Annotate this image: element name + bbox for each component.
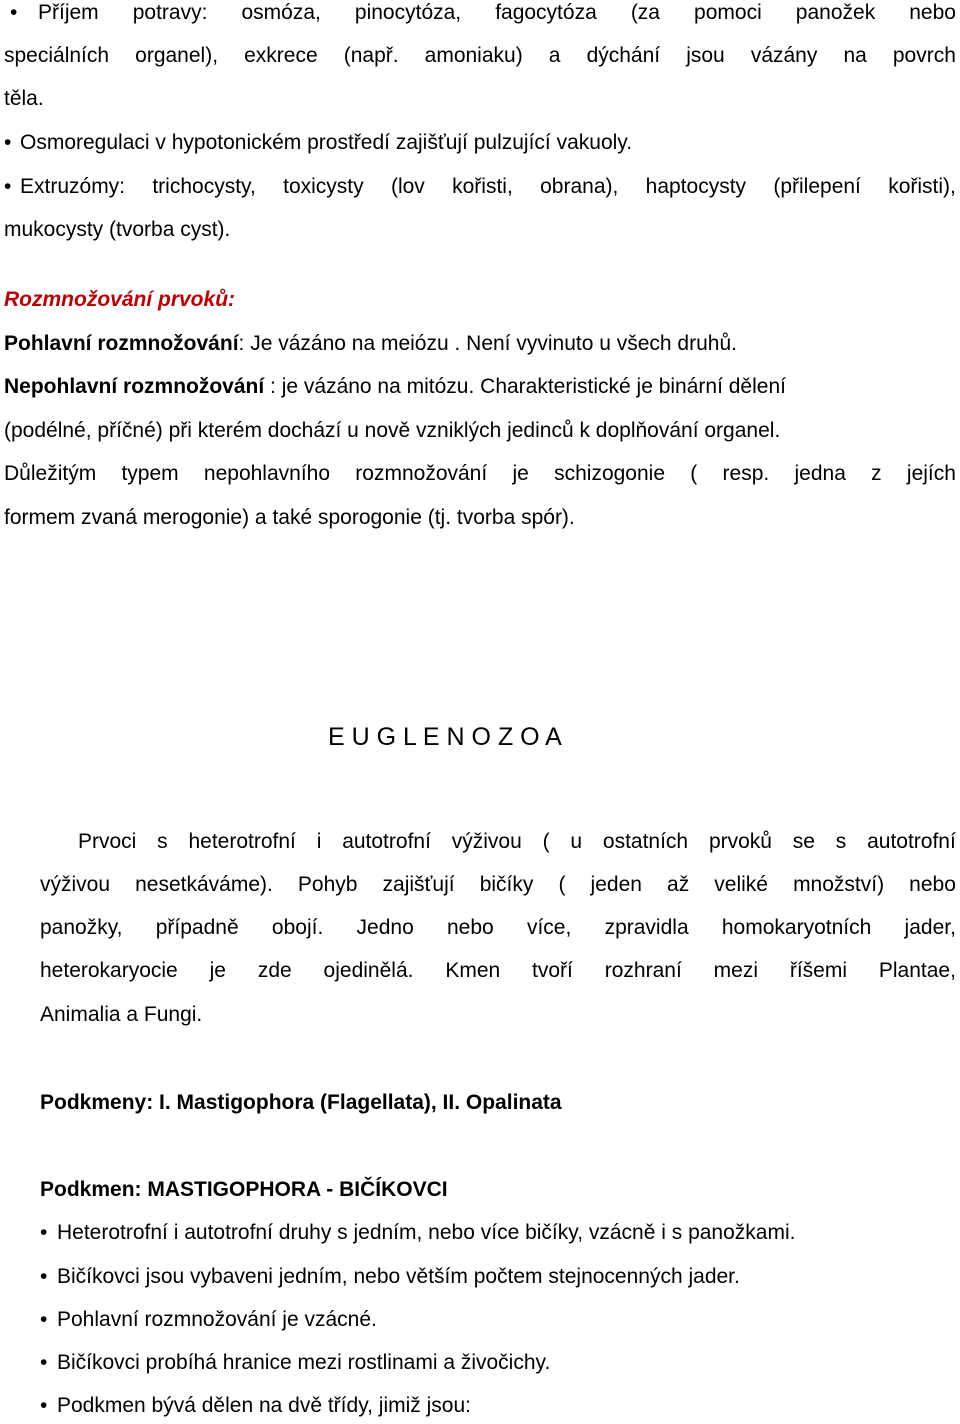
word: typem <box>121 462 179 485</box>
word: ( <box>690 462 698 485</box>
word: (lov <box>390 175 425 198</box>
reproduction-line-5: formem zvaná merogonie) a také sporogonie (tj. tvorba spór). <box>4 506 575 529</box>
bullet-glyph: • <box>4 131 12 154</box>
bullet-glyph: • <box>10 1 18 24</box>
word: jader, <box>904 916 956 939</box>
word: dýchání <box>586 44 661 67</box>
sexual-reproduction-text: : Je vázáno na meiózu . Není vyvinuto u všech druhů. <box>238 332 737 355</box>
word: říšemi <box>789 959 848 982</box>
word: mezi <box>713 959 758 982</box>
word: schizogonie <box>554 462 665 485</box>
word: organel), <box>135 44 219 67</box>
word: množství) <box>793 873 885 896</box>
word: Extruzómy: <box>20 175 126 198</box>
intro-bullet-1-line-2 <box>4 43 956 69</box>
word: panožek <box>795 1 876 24</box>
mastigophora-heading: Podkmen: MASTIGOPHORA - BIČÍKOVCI <box>40 1178 448 1201</box>
bullet-glyph: • <box>40 1308 48 1331</box>
word: z <box>871 462 882 485</box>
word: povrch <box>892 44 956 67</box>
word: osmóza, <box>241 1 321 24</box>
word: resp. <box>722 462 770 485</box>
word: tvoří <box>532 959 573 982</box>
word: obojí. <box>271 916 324 939</box>
intro-bullet-3-line-1 <box>20 174 956 200</box>
word: Jedno <box>356 916 414 939</box>
word: nebo <box>909 873 956 896</box>
word: na <box>843 44 867 67</box>
reproduction-line-3: (podélné, příčné) při kterém dochází u nově vzniklých jedinců k doplňování organel. <box>4 419 781 442</box>
euglenozoa-paragraph-line-5: Animalia a Fungi. <box>40 1003 203 1026</box>
euglenozoa-paragraph-line-4 <box>40 958 956 984</box>
word: až <box>667 873 690 896</box>
word: jsou <box>686 44 725 67</box>
word: vázány <box>750 44 818 67</box>
word: zpravidla <box>604 916 689 939</box>
word: Důležitým <box>4 462 97 485</box>
mastigophora-bullet-1: Heterotrofní i autotrofní druhy s jedním, nebo více bičíky, vzácně i s panožkami. <box>57 1221 796 1244</box>
bullet-glyph: • <box>40 1265 48 1288</box>
word: výživou <box>451 830 522 853</box>
word: ojedinělá. <box>323 959 414 982</box>
word: panožky, <box>40 916 123 939</box>
word: nebo <box>909 1 956 24</box>
word: Prvoci <box>78 830 137 853</box>
euglenozoa-paragraph-line-3 <box>40 915 956 941</box>
word: a <box>548 44 561 67</box>
word: s <box>157 830 168 853</box>
word: nebo <box>447 916 494 939</box>
sexual-reproduction-label: Pohlavní rozmnožování <box>4 332 239 355</box>
word: prvoků <box>708 830 772 853</box>
word: případně <box>155 916 239 939</box>
word: potravy: <box>132 1 208 24</box>
word: heterotrofní <box>188 830 296 853</box>
asexual-reproduction-text: : je vázáno na mitózu. Charakteristické je binární dělení <box>264 375 786 398</box>
euglenozoa-paragraph-line-1 <box>78 829 956 855</box>
word: autotrofní <box>867 830 956 853</box>
word: jejích <box>906 462 956 485</box>
word: s <box>835 830 847 853</box>
word: toxicysty <box>283 175 364 198</box>
word: nepohlavního <box>203 462 331 485</box>
bullet-glyph: • <box>40 1351 48 1374</box>
mastigophora-bullet-2: Bičíkovci jsou vybaveni jedním, nebo větším počtem stejnocenných jader. <box>57 1265 740 1288</box>
word: ( <box>542 830 550 853</box>
word: veliké <box>714 873 768 896</box>
word: ostatních <box>602 830 689 853</box>
word: i <box>316 830 322 853</box>
intro-bullet-1-line-1 <box>38 0 956 26</box>
word: zde <box>257 959 292 982</box>
sexual-reproduction-line <box>4 331 737 357</box>
word: ( <box>558 873 566 896</box>
word: nesetkáváme). <box>135 873 273 896</box>
word: speciálních <box>4 44 110 67</box>
euglenozoa-paragraph-line-2 <box>40 872 956 898</box>
word: pinocytóza, <box>354 1 462 24</box>
reproduction-line-4 <box>4 461 956 487</box>
word: rozhraní <box>604 959 682 982</box>
bullet-glyph: • <box>4 175 12 198</box>
word: jedna <box>794 462 846 485</box>
word: je <box>209 959 226 982</box>
euglenozoa-title: E U G L E N O Z O A <box>328 723 562 751</box>
word: Plantae, <box>878 959 956 982</box>
intro-bullet-1-line-3: těla. <box>4 87 44 110</box>
word: Příjem <box>38 1 99 24</box>
word: se <box>792 830 815 853</box>
word: jeden <box>590 873 642 896</box>
word: kořisti), <box>888 175 956 198</box>
word: exkrece <box>244 44 318 67</box>
bullet-glyph: • <box>40 1221 48 1244</box>
word: haptocysty <box>645 175 747 198</box>
word: homokaryotních <box>721 916 872 939</box>
word: výživou <box>40 873 111 896</box>
word: fagocytóza <box>495 1 597 24</box>
word: trichocysty, <box>152 175 256 198</box>
subphyla-heading: Podkmeny: I. Mastigophora (Flagellata), II. Opalinata <box>40 1091 562 1114</box>
word: (např. <box>343 44 399 67</box>
word: Pohyb <box>297 873 358 896</box>
mastigophora-bullet-3: Pohlavní rozmnožování je vzácné. <box>57 1308 377 1331</box>
word: bičíky <box>479 873 534 896</box>
word: kořisti, <box>452 175 513 198</box>
word: (za <box>630 1 660 24</box>
reproduction-heading: Rozmnožování prvoků: <box>4 288 236 311</box>
word: autotrofní <box>342 830 431 853</box>
word: obrana), <box>540 175 619 198</box>
word: zajišťují <box>382 873 455 896</box>
word: Kmen <box>445 959 501 982</box>
word: amoniaku) <box>424 44 523 67</box>
word: u <box>570 830 583 853</box>
word: heterokaryocie <box>40 959 178 982</box>
mastigophora-bullet-4: Bičíkovci probíhá hranice mezi rostlinami a živočichy. <box>57 1351 551 1374</box>
intro-bullet-3-line-2: mukocysty (tvorba cyst). <box>4 218 231 241</box>
mastigophora-bullet-5: Podkmen bývá dělen na dvě třídy, jimiž jsou: <box>57 1394 471 1417</box>
word: je <box>512 462 529 485</box>
word: pomoci <box>694 1 762 24</box>
bullet-glyph: • <box>40 1394 48 1417</box>
intro-bullet-2: Osmoregulaci v hypotonickém prostředí zajišťují pulzující vakuoly. <box>20 131 633 154</box>
asexual-reproduction-line <box>4 374 786 400</box>
word: více, <box>526 916 572 939</box>
word: rozmnožování <box>355 462 488 485</box>
asexual-reproduction-label: Nepohlavní rozmnožování <box>4 375 265 398</box>
word: (přilepení <box>773 175 861 198</box>
